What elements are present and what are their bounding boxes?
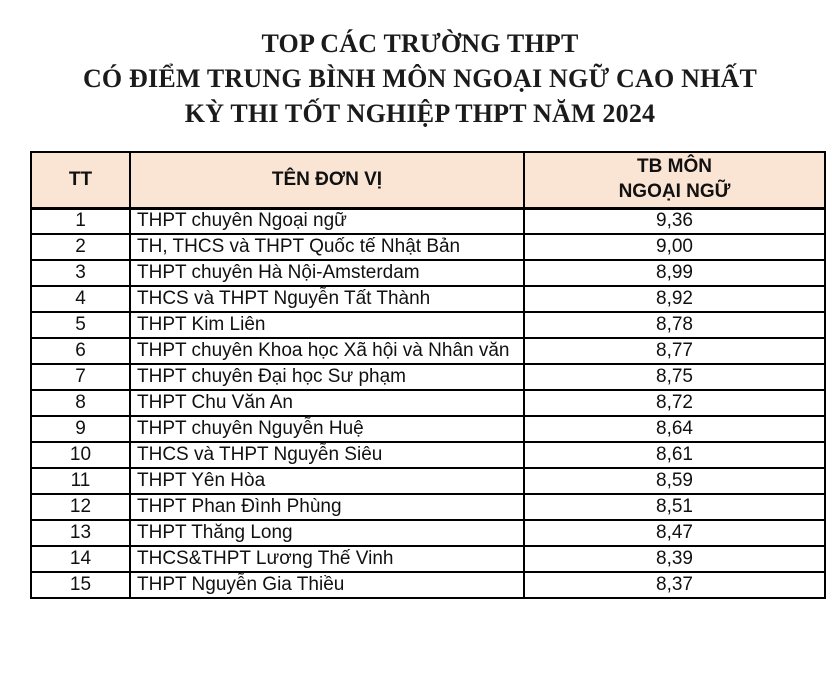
cell-tt: 9 xyxy=(31,416,130,442)
cell-score: 8,61 xyxy=(524,442,825,468)
table-row xyxy=(31,416,825,442)
cell-name: THPT chuyên Nguyễn Huệ xyxy=(130,416,524,442)
cell-tt: 10 xyxy=(31,442,130,468)
cell-tt: 5 xyxy=(31,312,130,338)
page-title xyxy=(0,0,840,131)
table-row xyxy=(31,520,825,546)
cell-score: 8,77 xyxy=(524,338,825,364)
table-row xyxy=(31,390,825,416)
table-row xyxy=(31,442,825,468)
header-score-line-2: NGOẠI NGỮ xyxy=(618,181,731,203)
title-line-2: CÓ ĐIỂM TRUNG BÌNH MÔN NGOẠI NGỮ CAO NHẤT xyxy=(82,64,758,94)
cell-tt: 2 xyxy=(31,234,130,260)
score-table xyxy=(30,151,826,599)
table-row xyxy=(31,468,825,494)
cell-tt: 12 xyxy=(31,494,130,520)
cell-name: THPT chuyên Hà Nội-Amsterdam xyxy=(130,260,524,286)
cell-name: THPT chuyên Ngoại ngữ xyxy=(130,208,524,234)
cell-name: TH, THCS và THPT Quốc tế Nhật Bản xyxy=(130,234,524,260)
cell-name: THPT Yên Hòa xyxy=(130,468,524,494)
title-line-3: KỲ THI TỐT NGHIỆP THPT NĂM 2024 xyxy=(184,99,656,129)
cell-score: 9,00 xyxy=(524,234,825,260)
cell-name: THCS và THPT Nguyễn Tất Thành xyxy=(130,286,524,312)
cell-score: 8,39 xyxy=(524,546,825,572)
cell-score: 8,59 xyxy=(524,468,825,494)
header-cell-tt: TT xyxy=(31,152,130,208)
cell-score: 8,51 xyxy=(524,494,825,520)
cell-tt: 15 xyxy=(31,572,130,598)
cell-name: THPT Phan Đình Phùng xyxy=(130,494,524,520)
cell-score: 8,99 xyxy=(524,260,825,286)
table-row xyxy=(31,338,825,364)
cell-score: 9,36 xyxy=(524,208,825,234)
cell-tt: 8 xyxy=(31,390,130,416)
cell-tt: 7 xyxy=(31,364,130,390)
cell-score: 8,78 xyxy=(524,312,825,338)
table-header-row xyxy=(31,152,825,208)
cell-score: 8,92 xyxy=(524,286,825,312)
table-row xyxy=(31,494,825,520)
cell-name: THPT Thăng Long xyxy=(130,520,524,546)
cell-tt: 11 xyxy=(31,468,130,494)
cell-name: THPT chuyên Khoa học Xã hội và Nhân văn xyxy=(130,338,524,364)
cell-tt: 4 xyxy=(31,286,130,312)
cell-name: THCS&THPT Lương Thế Vinh xyxy=(130,546,524,572)
table-row xyxy=(31,572,825,598)
table-row xyxy=(31,208,825,234)
header-cell-name: TÊN ĐƠN VỊ xyxy=(130,152,524,208)
cell-name: THCS và THPT Nguyễn Siêu xyxy=(130,442,524,468)
header-cell-score xyxy=(524,152,825,208)
cell-name: THPT Kim Liên xyxy=(130,312,524,338)
cell-score: 8,64 xyxy=(524,416,825,442)
title-line-1: TOP CÁC TRƯỜNG THPT xyxy=(261,29,579,58)
cell-score: 8,47 xyxy=(524,520,825,546)
cell-tt: 13 xyxy=(31,520,130,546)
table-row xyxy=(31,364,825,390)
cell-score: 8,72 xyxy=(524,390,825,416)
table-row xyxy=(31,286,825,312)
cell-name: THPT Nguyễn Gia Thiều xyxy=(130,572,524,598)
table-body xyxy=(31,208,825,598)
cell-score: 8,37 xyxy=(524,572,825,598)
cell-tt: 6 xyxy=(31,338,130,364)
header-score-line-1: TB MÔN xyxy=(637,156,712,178)
cell-tt: 1 xyxy=(31,208,130,234)
cell-name: THPT chuyên Đại học Sư phạm xyxy=(130,364,524,390)
cell-name: THPT Chu Văn An xyxy=(130,390,524,416)
table-row xyxy=(31,312,825,338)
cell-tt: 3 xyxy=(31,260,130,286)
table-container xyxy=(30,151,824,599)
cell-score: 8,75 xyxy=(524,364,825,390)
table-row xyxy=(31,234,825,260)
cell-tt: 14 xyxy=(31,546,130,572)
table-row xyxy=(31,546,825,572)
table-row xyxy=(31,260,825,286)
